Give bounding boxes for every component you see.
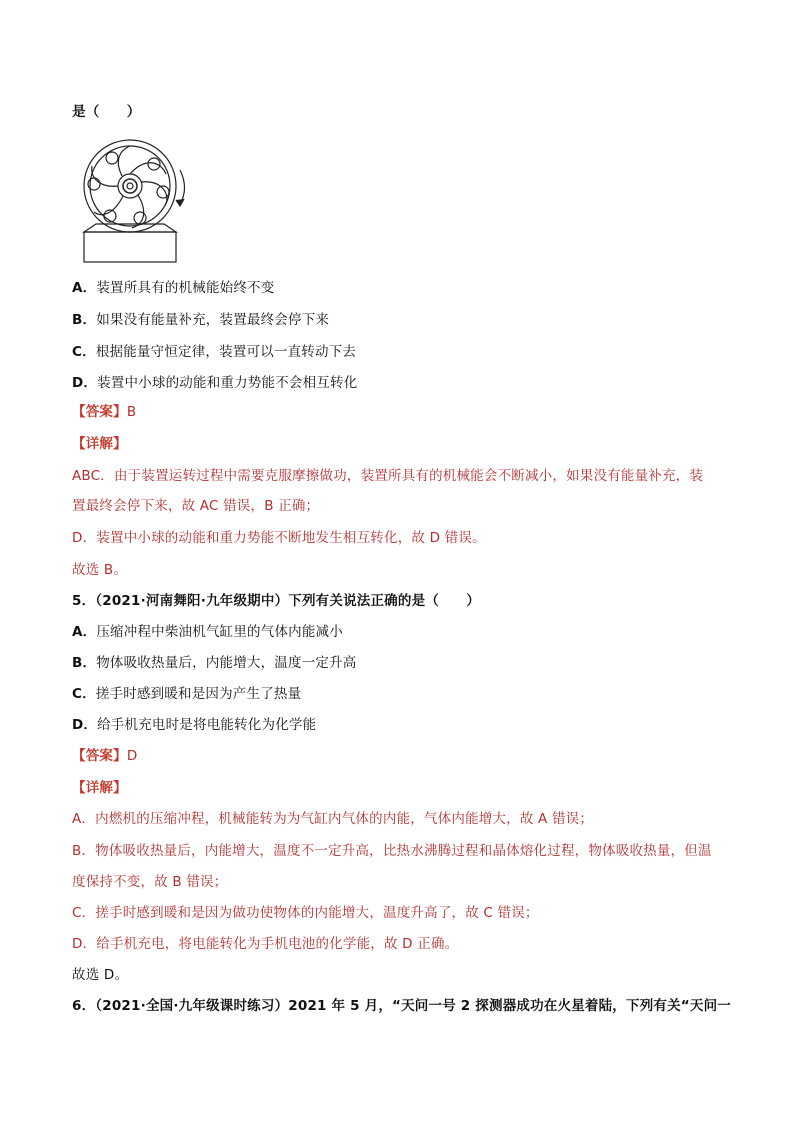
question-stem-tail: 是（ ） — [72, 104, 141, 120]
option-d[interactable] — [72, 715, 316, 735]
option-text: 给手机充电时是将电能转化为化学能 — [97, 717, 317, 733]
conclusion-line: 故选 D。 — [72, 967, 129, 983]
option-label: C． — [72, 344, 96, 360]
option-label: A． — [72, 624, 97, 640]
device-base-top — [84, 224, 176, 232]
option-label: B． — [72, 312, 97, 328]
question-6-stem: 6．（2021·全国·九年级课时练习）2021 年 5 月，“天问一号 2 探测器成功在火星着陆，下列有关“天问一 — [72, 998, 731, 1014]
answer-value: B — [126, 404, 137, 420]
option-label: D． — [72, 717, 98, 733]
answer-value: D — [126, 748, 138, 764]
answer-tag: 【答案】 — [72, 404, 127, 420]
option-a[interactable] — [72, 278, 274, 298]
detail-tag: 【详解】 — [72, 436, 127, 452]
detail-line: D．装置中小球的动能和重力势能不断地发生相互转化，故 D 错误。 — [72, 530, 486, 546]
option-text: 压缩冲程中柴油机气缸里的气体内能减小 — [96, 624, 343, 640]
detail-line: D．给手机充电，将电能转化为手机电池的化学能，故 D 正确。 — [72, 936, 459, 952]
option-a[interactable] — [72, 622, 343, 642]
option-b[interactable] — [72, 310, 329, 330]
detail-tag: 【详解】 — [72, 780, 127, 796]
option-label: C． — [72, 686, 96, 702]
option-c[interactable] — [72, 342, 356, 362]
detail-line: 置最终会停下来，故 AC 错误，B 正确； — [72, 498, 320, 514]
device-base — [84, 232, 176, 262]
rotating-wheel-figure — [66, 136, 194, 268]
option-d[interactable] — [72, 373, 357, 393]
option-text: 如果没有能量补充，装置最终会停下来 — [96, 312, 330, 328]
detail-line: C．搓手时感到暖和是因为做功使物体的内能增大，温度升高了，故 C 错误； — [72, 905, 539, 921]
detail-line: 度保持不变，故 B 错误； — [72, 874, 228, 890]
ball — [106, 152, 118, 164]
question-5-stem: 5．（2021·河南舞阳·九年级期中）下列有关说法正确的是（ ） — [72, 593, 481, 609]
detail-line: A．内燃机的压缩冲程，机械能转为为气缸内气体的内能，气体内能增大，故 A 错误； — [72, 811, 594, 827]
option-label: D． — [72, 375, 98, 391]
option-text: 装置所具有的机械能始终不变 — [96, 280, 275, 296]
answer-line — [72, 746, 137, 766]
option-text: 物体吸收热量后，内能增大，温度一定升高 — [96, 655, 357, 671]
detail-line: B．物体吸收热量后，内能增大，温度不一定升高，比热水沸腾过程和晶体熔化过程，物体吸收热量，但温 — [72, 843, 712, 859]
detail-line: 故选 B。 — [72, 562, 128, 578]
answer-line — [72, 402, 136, 422]
option-label: A． — [72, 280, 97, 296]
rotation-arrow-icon — [176, 170, 185, 206]
option-text: 装置中小球的动能和重力势能不会相互转化 — [97, 375, 358, 391]
option-b[interactable] — [72, 653, 357, 673]
answer-tag: 【答案】 — [72, 748, 127, 764]
option-label: B． — [72, 655, 97, 671]
option-text: 根据能量守恒定律，装置可以一直转动下去 — [95, 344, 357, 360]
option-c[interactable] — [72, 684, 301, 704]
detail-line: ABC．由于装置运转过程中需要克服摩擦做功，装置所具有的机械能会不断减小，如果没有能量补充，装 — [72, 468, 704, 484]
option-text: 搓手时感到暖和是因为产生了热量 — [95, 686, 302, 702]
